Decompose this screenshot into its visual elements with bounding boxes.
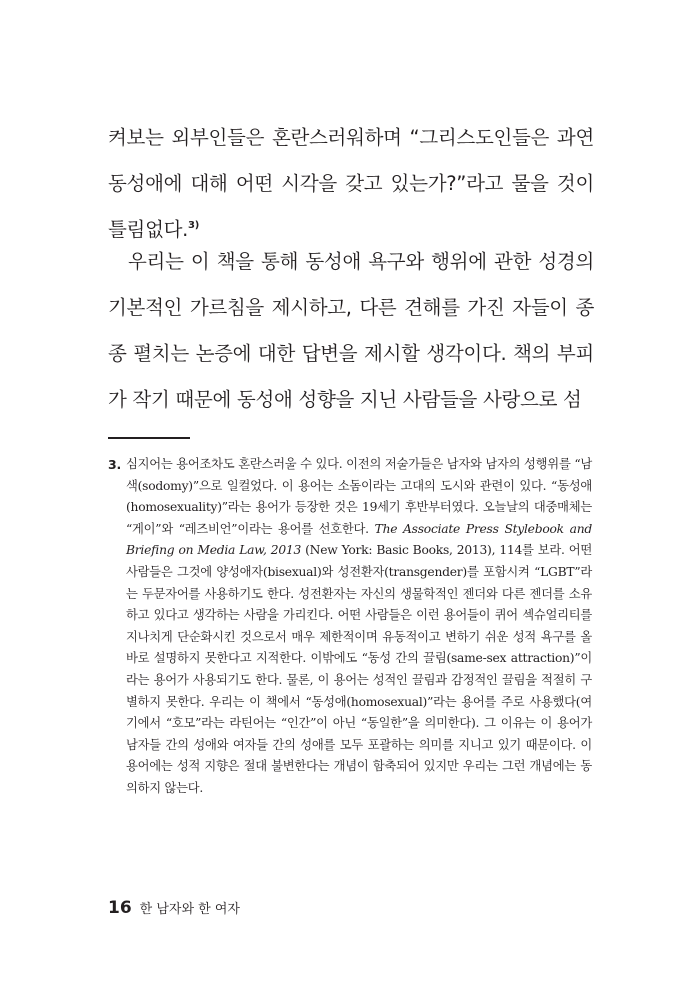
footnote-number: 3. xyxy=(108,457,121,472)
body-paragraph-2: 우리는 이 책을 통해 동성애 욕구와 행위에 관한 성경의 기본적인 가르침을 제시하고, 다른 견해를 가진 자들이 종종 펼치는 논증에 대한 답변을 제시할 생각이다. 책의 부피가 작기 때문에 동성애 성향을 지닌 사람들을 사랑으로 섬 xyxy=(108,250,594,411)
running-title: 한 남자와 한 여자 xyxy=(139,902,240,917)
footnote-reference-3[interactable]: 3) xyxy=(188,220,199,231)
page-number: 16 xyxy=(108,898,132,918)
footnote-separator-rule xyxy=(108,437,190,439)
page-footer xyxy=(108,898,240,918)
body-paragraph-1 xyxy=(108,115,594,253)
footnote-text-part-1: 심지어는 용어조차도 혼란스러울 수 있다. 이전의 저술가들은 남자와 남자의 성행위를 “남색(sodomy)”으로 일컬었다. 이 용어는 소돔이라는 고대의 도시와 관련이 있다. “동성애(homosexuality)”라는 용어가 등장한 것은 19세기 후반부터였다. 오늘날의 대중매체는 “게이”와 “레즈비언”이라는 용어를 선호한다. xyxy=(126,457,592,536)
footnote-3 xyxy=(108,454,592,800)
paragraph-1-text: 켜보는 외부인들은 혼란스러워하며 “그리스도인들은 과연 동성애에 대해 어떤 시각을 갖고 있는가?”라고 물을 것이 틀림없다. xyxy=(108,126,594,241)
footnote-body xyxy=(126,454,592,800)
footnote-italic-title: The Associate Press Stylebook and Briefing on Media Law, 2013 xyxy=(126,521,592,558)
footnote-text-part-2: (New York: Basic Books, 2013), 114를 보라. 어떤 사람들은 그것에 양성애자(bisexual)와 성전환자(transgender)를 포함시켜 “LGBT”라는 두문자어를 사용하기도 한다. 성전환자는 자신의 생물학적인 젠더와 다른 젠더를 소유하고 있다고 생각하는 사람을 가리킨다. 어떤 사람들은 이런 용어들이 퀴어 섹슈얼리티를 지나치게 단순화시킨 것으로서 매우 제한적이며 유동적이고 변하기 쉬운 성적 욕구를 올바로 설명하지 못한다고 지적한다. 이밖에도 “동성 간의 끌림(same-sex attraction)”이라는 용어가 사용되기도 한다. 물론, 이 용어는 성적인 끌림과 감정적인 끌림을 적절히 구별하지 못한다. 우리는 이 책에서 “동성애(homosexual)”라는 용어를 주로 사용했다(여기에서 “호모”라는 라틴어는 “인간”이 아닌 “동일한”을 의미한다). 그 이유는 이 용어가 남자들 간의 성애와 여자들 간의 성애를 모두 포괄하는 의미를 지니고 있기 때문이다. 이 용어에는 성적 지향은 절대 불변한다는 개념이 함축되어 있지만 우리는 그런 개념에는 동의하지 않는다. xyxy=(126,543,592,795)
